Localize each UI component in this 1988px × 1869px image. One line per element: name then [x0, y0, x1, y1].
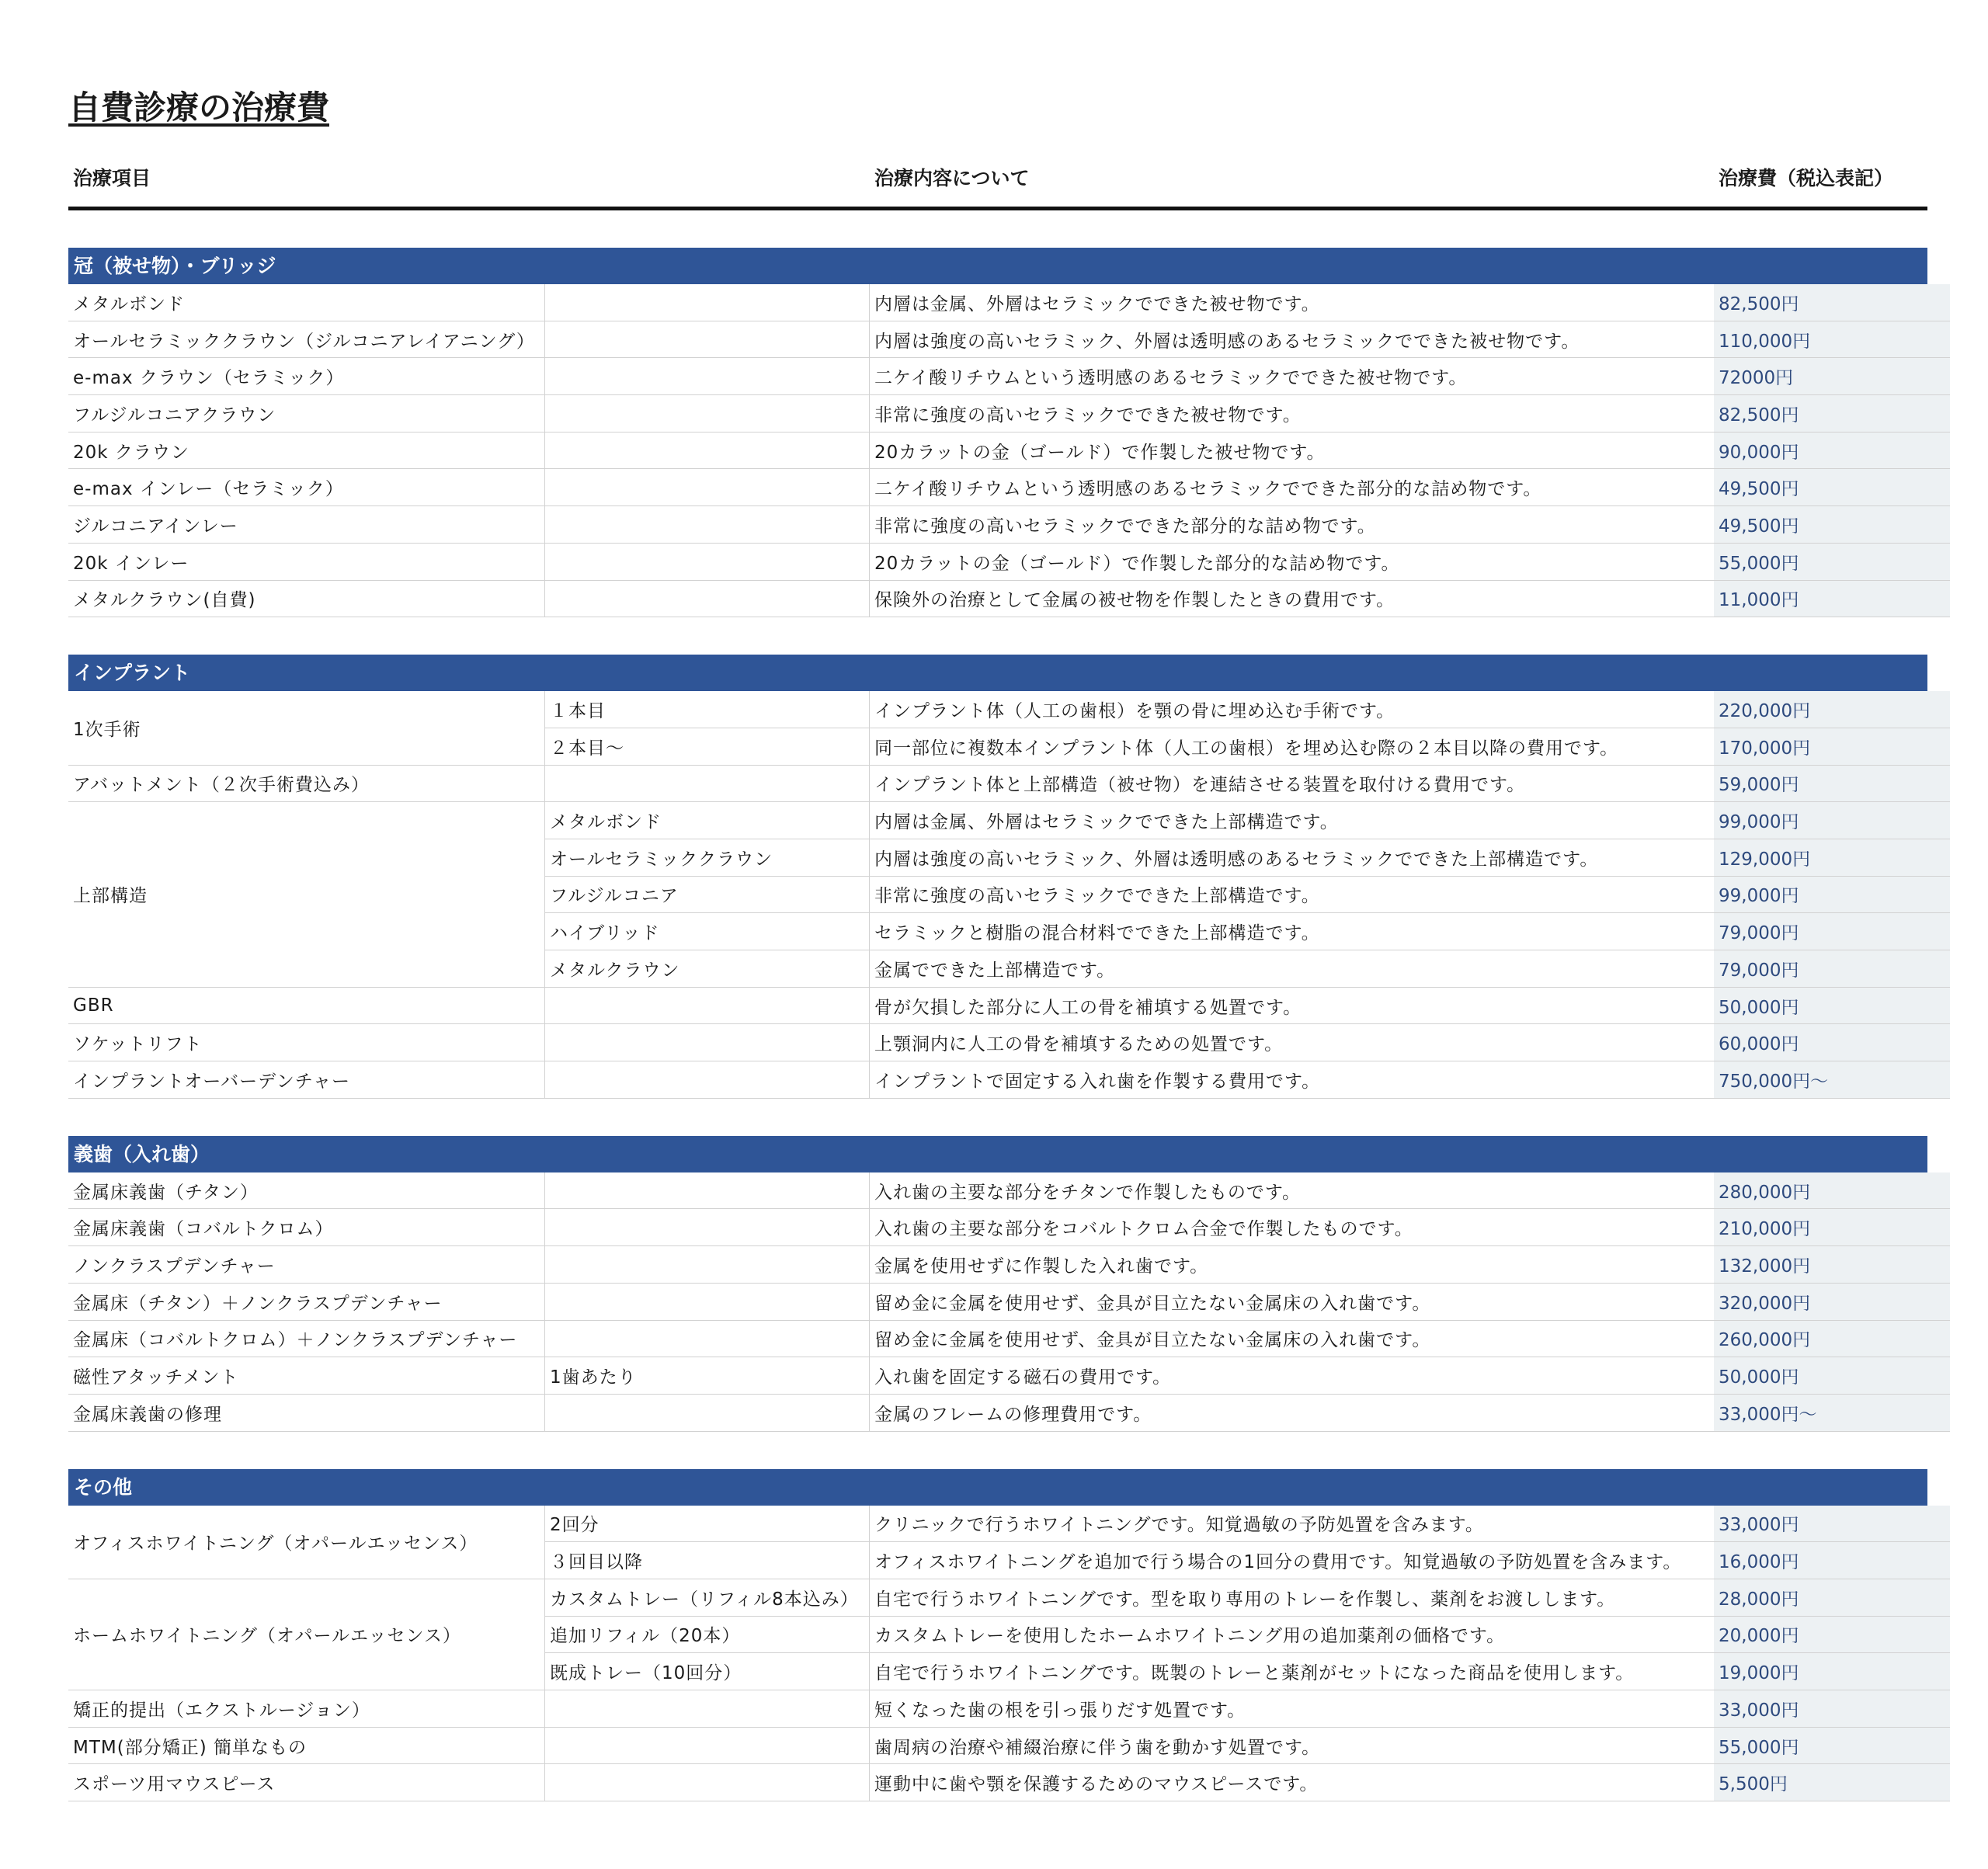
- treatment-subitem: [545, 1024, 870, 1061]
- treatment-item: 金属床義歯（チタン）: [68, 1172, 545, 1210]
- treatment-subitem: [545, 1172, 870, 1210]
- treatment-subitem: オールセラミッククラウン: [545, 839, 870, 877]
- section-title: 冠（被せ物）・ブリッジ: [68, 248, 1927, 284]
- treatment-description: 二ケイ酸リチウムという透明感のあるセラミックでできた部分的な詰め物です。: [870, 469, 1714, 506]
- treatment-subitem: フルジルコニア: [545, 877, 870, 914]
- treatment-subitem: 2回分: [545, 1506, 870, 1543]
- page-title: 自費診療の治療費: [68, 89, 330, 127]
- treatment-item: ジルコニアインレー: [68, 506, 545, 544]
- treatment-price: 170,000円: [1714, 728, 1950, 766]
- treatment-description: 二ケイ酸リチウムという透明感のあるセラミックでできた被せ物です。: [870, 358, 1714, 395]
- treatment-subitem: [545, 1284, 870, 1321]
- section-title: その他: [68, 1469, 1927, 1506]
- treatment-description: 入れ歯の主要な部分をチタンで作製したものです。: [870, 1172, 1714, 1210]
- price-section: [68, 1469, 1927, 1802]
- treatment-subitem: メタルクラウン: [545, 950, 870, 988]
- treatment-subitem: ハイブリッド: [545, 913, 870, 950]
- treatment-item: メタルボンド: [68, 284, 545, 321]
- treatment-price: 280,000円: [1714, 1172, 1950, 1210]
- treatment-item: 20k インレー: [68, 544, 545, 581]
- treatment-price: 16,000円: [1714, 1542, 1950, 1579]
- treatment-subitem: カスタムトレー（リフィル8本込み）: [545, 1579, 870, 1617]
- header-item: 治療項目: [73, 167, 151, 189]
- treatment-item: アバットメント（２次手術費込み）: [68, 766, 545, 803]
- treatment-description: オフィスホワイトニングを追加で行う場合の1回分の費用です。知覚過敏の予防処置を含みます。: [870, 1542, 1714, 1579]
- treatment-price: 129,000円: [1714, 839, 1950, 877]
- sections-container: [68, 248, 1927, 1801]
- treatment-subitem: メタルボンド: [545, 802, 870, 839]
- treatment-item: インプラントオーバーデンチャー: [68, 1061, 545, 1099]
- treatment-item: 金属床義歯（コバルトクロム）: [68, 1209, 545, 1246]
- treatment-subitem: 既成トレー（10回分）: [545, 1653, 870, 1690]
- header-price: 治療費（税込表記）: [1719, 167, 1894, 189]
- treatment-price: 33,000円～: [1714, 1395, 1950, 1432]
- treatment-description: 内層は金属、外層はセラミックでできた被せ物です。: [870, 284, 1714, 321]
- section-title: インプラント: [68, 655, 1927, 691]
- treatment-description: 上顎洞内に人工の骨を補填するための処置です。: [870, 1024, 1714, 1061]
- treatment-subitem: [545, 581, 870, 618]
- treatment-price: 50,000円: [1714, 1357, 1950, 1395]
- treatment-subitem: [545, 469, 870, 506]
- treatment-item: ノンクラスプデンチャー: [68, 1246, 545, 1284]
- treatment-price: 20,000円: [1714, 1617, 1950, 1654]
- treatment-description: 留め金に金属を使用せず、金具が目立たない金属床の入れ歯です。: [870, 1321, 1714, 1358]
- treatment-subitem: ２本目～: [545, 728, 870, 766]
- treatment-subitem: [545, 358, 870, 395]
- treatment-price: 79,000円: [1714, 913, 1950, 950]
- treatment-item: ホームホワイトニング（オパールエッセンス）: [68, 1579, 545, 1690]
- treatment-description: インプラントで固定する入れ歯を作製する費用です。: [870, 1061, 1714, 1099]
- treatment-price: 110,000円: [1714, 321, 1950, 359]
- treatment-price: 33,000円: [1714, 1690, 1950, 1728]
- treatment-price: 28,000円: [1714, 1579, 1950, 1617]
- treatment-description: 保険外の治療として金属の被せ物を作製したときの費用です。: [870, 581, 1714, 618]
- treatment-subitem: 1歯あたり: [545, 1357, 870, 1395]
- treatment-price: 210,000円: [1714, 1209, 1950, 1246]
- treatment-price: 55,000円: [1714, 544, 1950, 581]
- treatment-subitem: 追加リフィル（20本）: [545, 1617, 870, 1654]
- treatment-description: 留め金に金属を使用せず、金具が目立たない金属床の入れ歯です。: [870, 1284, 1714, 1321]
- treatment-subitem: [545, 433, 870, 470]
- treatment-price: 260,000円: [1714, 1321, 1950, 1358]
- price-table: [68, 1172, 1927, 1432]
- treatment-price: 60,000円: [1714, 1024, 1950, 1061]
- treatment-price: 750,000円～: [1714, 1061, 1950, 1099]
- treatment-description: 20カラットの金（ゴールド）で作製した部分的な詰め物です。: [870, 544, 1714, 581]
- treatment-subitem: １本目: [545, 691, 870, 728]
- price-section: [68, 248, 1927, 617]
- treatment-price: 19,000円: [1714, 1653, 1950, 1690]
- treatment-description: クリニックで行うホワイトニングです。知覚過敏の予防処置を含みます。: [870, 1506, 1714, 1543]
- treatment-description: 非常に強度の高いセラミックでできた上部構造です。: [870, 877, 1714, 914]
- treatment-price: 132,000円: [1714, 1246, 1950, 1284]
- treatment-subitem: [545, 395, 870, 433]
- treatment-subitem: [545, 1728, 870, 1765]
- treatment-description: 内層は強度の高いセラミック、外層は透明感のあるセラミックでできた被せ物です。: [870, 321, 1714, 359]
- treatment-subitem: [545, 1690, 870, 1728]
- treatment-description: 運動中に歯や顎を保護するためのマウスピースです。: [870, 1764, 1714, 1801]
- treatment-subitem: [545, 1764, 870, 1801]
- treatment-description: 自宅で行うホワイトニングです。既製のトレーと薬剤がセットになった商品を使用します。: [870, 1653, 1714, 1690]
- treatment-price: 82,500円: [1714, 395, 1950, 433]
- treatment-description: 短くなった歯の根を引っ張りだす処置です。: [870, 1690, 1714, 1728]
- treatment-price: 49,500円: [1714, 506, 1950, 544]
- treatment-subitem: [545, 1246, 870, 1284]
- treatment-description: 金属を使用せずに作製した入れ歯です。: [870, 1246, 1714, 1284]
- treatment-subitem: [545, 1395, 870, 1432]
- price-table: [68, 284, 1927, 617]
- treatment-description: 骨が欠損した部分に人工の骨を補填する処置です。: [870, 988, 1714, 1025]
- treatment-subitem: [545, 988, 870, 1025]
- treatment-price: 5,500円: [1714, 1764, 1950, 1801]
- section-title: 義歯（入れ歯）: [68, 1136, 1927, 1172]
- treatment-description: 非常に強度の高いセラミックでできた部分的な詰め物です。: [870, 506, 1714, 544]
- treatment-subitem: [545, 544, 870, 581]
- treatment-price: 33,000円: [1714, 1506, 1950, 1543]
- treatment-subitem: [545, 766, 870, 803]
- price-table: [68, 1506, 1927, 1802]
- treatment-item: e-max インレー（セラミック）: [68, 469, 545, 506]
- treatment-description: 入れ歯の主要な部分をコバルトクロム合金で作製したものです。: [870, 1209, 1714, 1246]
- treatment-subitem: [545, 284, 870, 321]
- treatment-description: 金属のフレームの修理費用です。: [870, 1395, 1714, 1432]
- treatment-item: 金属床義歯の修理: [68, 1395, 545, 1432]
- treatment-description: インプラント体と上部構造（被せ物）を連結させる装置を取付ける費用です。: [870, 766, 1714, 803]
- treatment-item: e-max クラウン（セラミック）: [68, 358, 545, 395]
- treatment-price: 320,000円: [1714, 1284, 1950, 1321]
- treatment-price: 49,500円: [1714, 469, 1950, 506]
- treatment-description: 自宅で行うホワイトニングです。型を取り専用のトレーを作製し、薬剤をお渡しします。: [870, 1579, 1714, 1617]
- treatment-item: MTM(部分矯正) 簡単なもの: [68, 1728, 545, 1765]
- treatment-item: オフィスホワイトニング（オパールエッセンス）: [68, 1506, 545, 1579]
- treatment-subitem: ３回目以降: [545, 1542, 870, 1579]
- price-section: [68, 655, 1927, 1099]
- treatment-description: インプラント体（人工の歯根）を顎の骨に埋め込む手術です。: [870, 691, 1714, 728]
- treatment-item: 金属床（チタン）＋ノンクラスプデンチャー: [68, 1284, 545, 1321]
- treatment-item: 20k クラウン: [68, 433, 545, 470]
- treatment-description: 内層は強度の高いセラミック、外層は透明感のあるセラミックでできた上部構造です。: [870, 839, 1714, 877]
- treatment-price: 99,000円: [1714, 802, 1950, 839]
- treatment-price: 82,500円: [1714, 284, 1950, 321]
- treatment-subitem: [545, 1061, 870, 1099]
- treatment-price: 50,000円: [1714, 988, 1950, 1025]
- header-description: 治療内容について: [874, 167, 1030, 189]
- table-header: [68, 132, 1927, 210]
- treatment-item: 磁性アタッチメント: [68, 1357, 545, 1395]
- treatment-price: 72000円: [1714, 358, 1950, 395]
- treatment-item: 金属床（コバルトクロム）＋ノンクラスプデンチャー: [68, 1321, 545, 1358]
- treatment-item: スポーツ用マウスピース: [68, 1764, 545, 1801]
- price-section: [68, 1136, 1927, 1432]
- treatment-price: 59,000円: [1714, 766, 1950, 803]
- treatment-price: 79,000円: [1714, 950, 1950, 988]
- treatment-subitem: [545, 321, 870, 359]
- treatment-item: GBR: [68, 988, 545, 1025]
- treatment-description: 内層は金属、外層はセラミックでできた上部構造です。: [870, 802, 1714, 839]
- treatment-description: 20カラットの金（ゴールド）で作製した被せ物です。: [870, 433, 1714, 470]
- price-table: [68, 691, 1927, 1099]
- treatment-item: 1次手術: [68, 691, 545, 765]
- treatment-description: セラミックと樹脂の混合材料でできた上部構造です。: [870, 913, 1714, 950]
- treatment-description: カスタムトレーを使用したホームホワイトニング用の追加薬剤の価格です。: [870, 1617, 1714, 1654]
- treatment-subitem: [545, 506, 870, 544]
- treatment-description: 同一部位に複数本インプラント体（人工の歯根）を埋め込む際の２本目以降の費用です。: [870, 728, 1714, 766]
- treatment-price: 220,000円: [1714, 691, 1950, 728]
- treatment-item: ソケットリフト: [68, 1024, 545, 1061]
- treatment-price: 11,000円: [1714, 581, 1950, 618]
- treatment-price: 90,000円: [1714, 433, 1950, 470]
- treatment-item: 矯正的提出（エクストルージョン）: [68, 1690, 545, 1728]
- treatment-subitem: [545, 1321, 870, 1358]
- treatment-description: 歯周病の治療や補綴治療に伴う歯を動かす処置です。: [870, 1728, 1714, 1765]
- treatment-price: 99,000円: [1714, 877, 1950, 914]
- treatment-item: オールセラミッククラウン（ジルコニアレイアニング）: [68, 321, 545, 359]
- treatment-subitem: [545, 1209, 870, 1246]
- treatment-price: 55,000円: [1714, 1728, 1950, 1765]
- price-list-page: [68, 84, 1927, 1801]
- treatment-item: 上部構造: [68, 802, 545, 987]
- treatment-item: メタルクラウン(自費): [68, 581, 545, 618]
- treatment-description: 非常に強度の高いセラミックでできた被せ物です。: [870, 395, 1714, 433]
- treatment-description: 入れ歯を固定する磁石の費用です。: [870, 1357, 1714, 1395]
- treatment-item: フルジルコニアクラウン: [68, 395, 545, 433]
- treatment-description: 金属でできた上部構造です。: [870, 950, 1714, 988]
